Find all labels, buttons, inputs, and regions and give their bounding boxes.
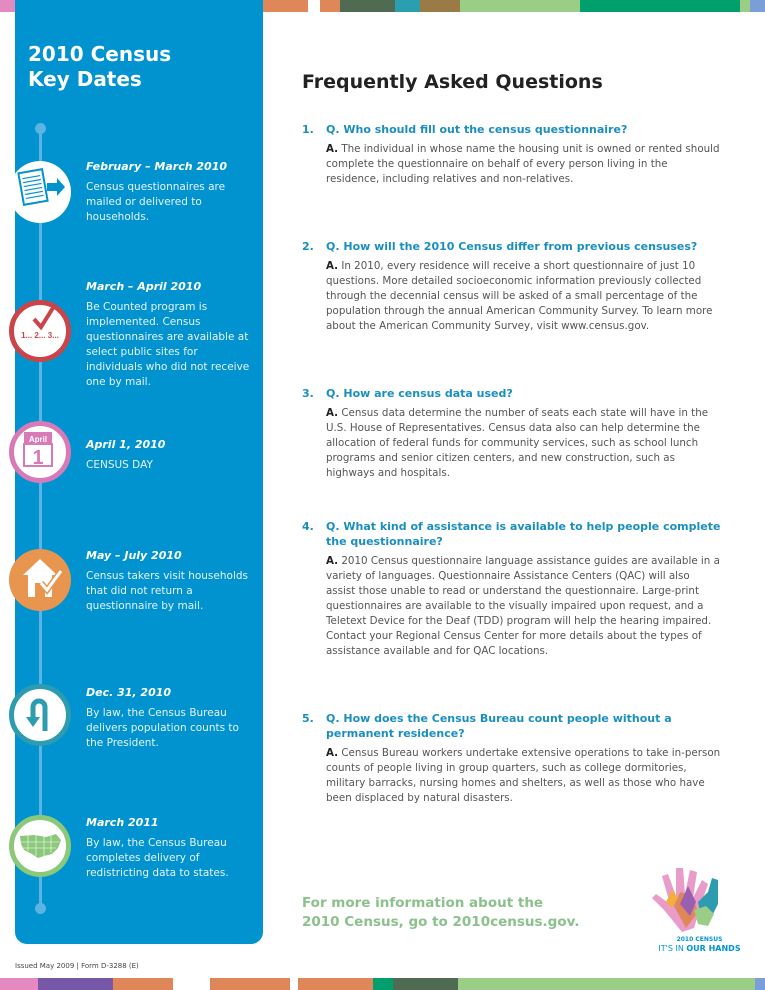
timeline-end-dot [35, 903, 46, 914]
faq-item [302, 519, 722, 659]
timeline-event [86, 686, 256, 751]
house-check-icon [9, 549, 71, 611]
timeline-event [86, 160, 256, 225]
page-title: Frequently Asked Questions [302, 71, 603, 93]
faq-question: 4. Q. What kind of assistance is available to help people complete the questionnaire? [302, 520, 721, 548]
faq-question: 5. Q. How does the Census Bureau count people without a permanent residence? [302, 712, 672, 740]
us-map-icon [9, 815, 71, 877]
event-date: March 2011 [86, 816, 159, 829]
event-date: April 1, 2010 [86, 438, 166, 451]
key-dates-sidebar [15, 0, 263, 944]
event-description: By law, the Census Bureau completes delivery of redistricting data to states. [86, 837, 229, 879]
faq-question: 1. Q. Who should fill out the census questionnaire? [302, 123, 628, 136]
timeline-line [39, 128, 42, 910]
form-issue-note: Issued May 2009 | Form D-3288 (E) [15, 962, 139, 970]
timeline-event [86, 549, 256, 614]
calendar-icon [9, 421, 71, 483]
checkmark-count-icon [9, 300, 71, 362]
timeline-event [86, 816, 256, 881]
event-description: Census questionnaires are mailed or delivered to households. [86, 181, 226, 223]
faq-answer: A. Census data determine the number of seats each state will have in the U.S. House of Representatives. Census data also can help determine the allocation of federal funds for community services, such as school lunch programs and senior citizen centers, and new construction, such as highways and hospitals. [326, 407, 709, 479]
census-logo: 2010 CENSUS IT'S IN OUR HANDS [642, 862, 757, 957]
timeline-start-dot [35, 123, 46, 134]
faq-answer: A. The individual in whose name the housing unit is owned or rented should complete the questionnaire on behalf of every person living in the residence, including relatives and non-relatives. [326, 143, 720, 185]
event-date: May – July 2010 [86, 549, 182, 562]
faq-answer: A. Census Bureau workers undertake extensive operations to take in-person counts of people living in group quarters, such as college dormitories, military barracks, nursing homes and shelters, as well as those who have been displaced by natural disasters. [326, 747, 721, 804]
u-turn-arrow-icon [9, 684, 71, 746]
svg-text:April: April [28, 435, 48, 444]
faq-item [302, 711, 722, 806]
sidebar-title: 2010 Census Key Dates [28, 42, 172, 91]
more-info-callout: For more information about the 2010 Census, go to 2010census.gov. [302, 895, 580, 930]
questionnaire-icon [9, 161, 71, 223]
svg-text:1: 1 [32, 447, 44, 469]
event-description: Be Counted program is implemented. Census questionnaires are available at select public sites for individuals who did not receive one by mail. [86, 301, 250, 388]
event-description: Census takers visit households that did not return a questionnaire by mail. [86, 570, 248, 612]
event-description: CENSUS DAY [86, 459, 153, 471]
event-date: February – March 2010 [86, 160, 228, 173]
event-description: By law, the Census Bureau delivers population counts to the President. [86, 707, 239, 749]
faq-answer: A. In 2010, every residence will receive a short questionnaire of just 10 questions. More detailed socioeconomic information previously collected through the decennial census will be asked of a small percentage of the population through the annual American Community Survey. To learn more about the American Community Survey, visit www.census.gov. [326, 260, 713, 332]
faq-item [302, 386, 722, 481]
faq-answer: A. 2010 Census questionnaire language assistance guides are available in a variety of languages. Questionnaire Assistance Centers (QAC) will also assist those unable to read or understand the questionnaire. Large-print questionnaires are available to the visually impaired upon request, and a Teletext Device for the Deaf (TDD) program will help the hearing impaired. Contact your Regional Census Center for more details about the types of assistance available and for QAC locations. [326, 555, 720, 657]
faq-item [302, 122, 722, 187]
timeline-event [86, 438, 256, 473]
hand-logo-icon [642, 862, 757, 934]
svg-text:1... 2... 3...: 1... 2... 3... [21, 331, 59, 340]
faq-item [302, 239, 722, 334]
faq-question: 3. Q. How are census data used? [302, 387, 513, 400]
timeline-event [86, 280, 256, 390]
bottom-color-stripe [0, 978, 765, 990]
faq-question: 2. Q. How will the 2010 Census differ from previous censuses? [302, 240, 698, 253]
event-date: Dec. 31, 2010 [86, 686, 172, 699]
event-date: March – April 2010 [86, 280, 202, 293]
